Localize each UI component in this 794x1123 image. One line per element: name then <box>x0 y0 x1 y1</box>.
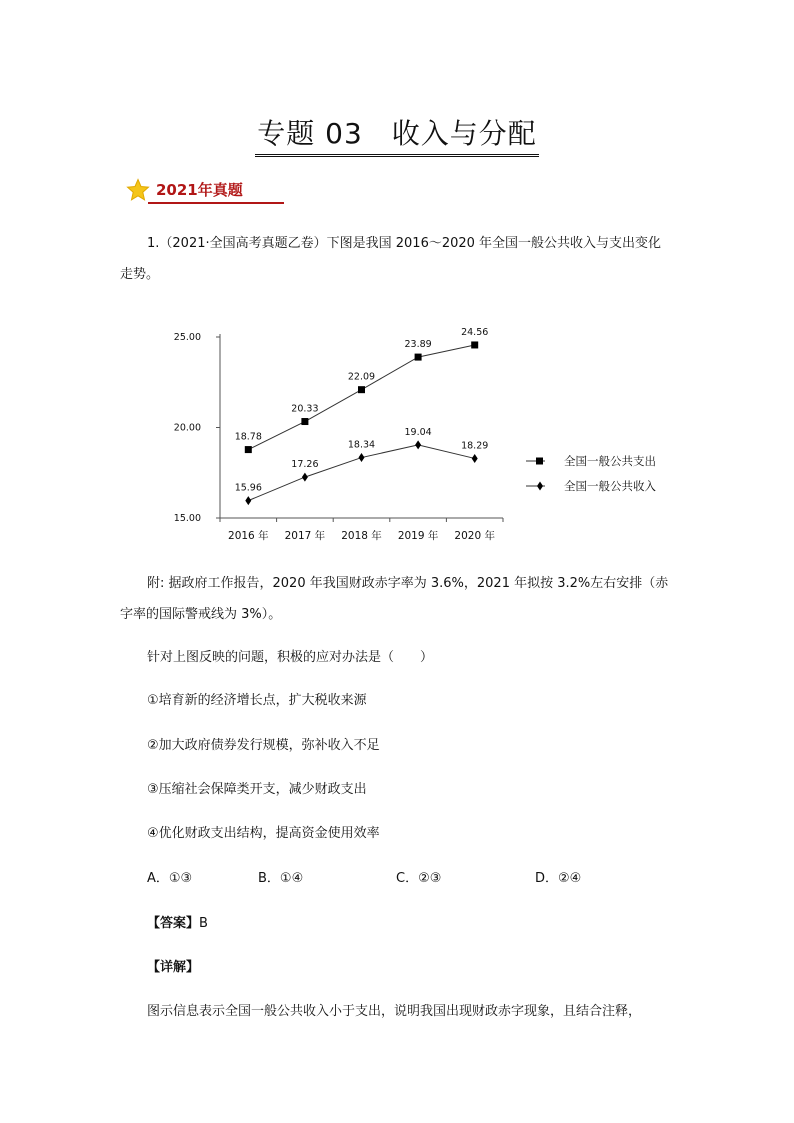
star-icon <box>126 178 150 202</box>
y-tick-label: 20.00 <box>173 422 201 434</box>
detail-label: 【详解】 <box>147 960 200 975</box>
x-tick-label: 2019 年 <box>397 530 439 542</box>
data-point-diamond <box>302 473 308 482</box>
page-title <box>0 112 794 157</box>
data-label: 23.89 <box>404 339 432 351</box>
section-underline <box>148 202 284 204</box>
answer-label: 【答案】 <box>147 916 200 931</box>
income-expenditure-chart <box>160 318 700 554</box>
section-heading <box>126 176 262 206</box>
detail-text: 图示信息表示全国一般公共收入小于支出，说明我国出现财政赤字现象，且结合注释， <box>147 1004 642 1019</box>
y-tick-label: 25.00 <box>173 332 201 343</box>
section-label: 2021年真题 <box>156 181 243 199</box>
answer-options <box>0 866 794 892</box>
data-label: 22.09 <box>347 371 376 383</box>
data-label: 17.26 <box>291 459 319 471</box>
data-point-diamond <box>359 453 365 462</box>
data-label: 20.33 <box>291 403 319 415</box>
data-label: 15.96 <box>234 482 262 494</box>
answer-line <box>147 911 208 937</box>
data-label: 24.56 <box>461 326 489 338</box>
question-stem: 针对上图反映的问题，积极的应对办法是（ ） <box>147 650 434 665</box>
item-1: ①培育新的经济增长点，扩大税收来源 <box>147 693 367 708</box>
legend-label: 全国一般公共收入 <box>564 479 656 493</box>
option-b[interactable]: B．①④ <box>258 871 304 886</box>
page-title-text: 专题 03 收入与分配 <box>255 112 539 157</box>
option-c[interactable]: C．②③ <box>396 871 442 886</box>
data-label: 18.78 <box>234 431 262 443</box>
y-tick-label: 15.00 <box>173 513 201 524</box>
legend-square-marker <box>536 458 543 465</box>
data-point-square <box>471 341 478 348</box>
legend-diamond-marker <box>537 482 543 491</box>
data-label: 19.04 <box>404 426 432 438</box>
data-label: 18.29 <box>461 440 489 452</box>
data-point-square <box>358 386 365 393</box>
data-point-square <box>301 418 308 425</box>
question-1-line-1: 1.（2021·全国高考真题乙卷）下图是我国 2016～2020 年全国一般公共收入与支出变化 <box>147 236 662 251</box>
note-line-1: 附: 据政府工作报告，2020 年我国财政赤字率为 3.6%，2021 年拟按 3.2%左右安排（赤 <box>147 576 669 591</box>
note-line-2: 字率的国际警戒线为 3%）。 <box>120 607 282 622</box>
data-point-square <box>245 446 252 453</box>
item-2: ②加大政府债券发行规模，弥补收入不足 <box>147 738 380 753</box>
data-point-square <box>415 354 422 361</box>
data-point-diamond <box>472 454 478 463</box>
series-line-1 <box>248 345 474 450</box>
x-tick-label: 2017 年 <box>284 530 326 542</box>
legend-label: 全国一般公共支出 <box>564 454 656 468</box>
item-4: ④优化财政支出结构，提高资金使用效率 <box>147 826 380 841</box>
data-label: 18.34 <box>347 439 376 451</box>
item-3: ③压缩社会保障类开支，减少财政支出 <box>147 782 367 797</box>
x-tick-label: 2018 年 <box>341 530 382 542</box>
data-point-diamond <box>415 440 421 449</box>
option-d[interactable]: D．②④ <box>535 871 582 886</box>
answer-value: B <box>199 916 208 931</box>
x-tick-label: 2016 年 <box>228 530 269 542</box>
x-tick-label: 2020 年 <box>454 530 495 542</box>
option-a[interactable]: A．①③ <box>147 871 193 886</box>
question-1-line-2: 走势。 <box>120 267 160 282</box>
data-point-diamond <box>245 496 251 505</box>
